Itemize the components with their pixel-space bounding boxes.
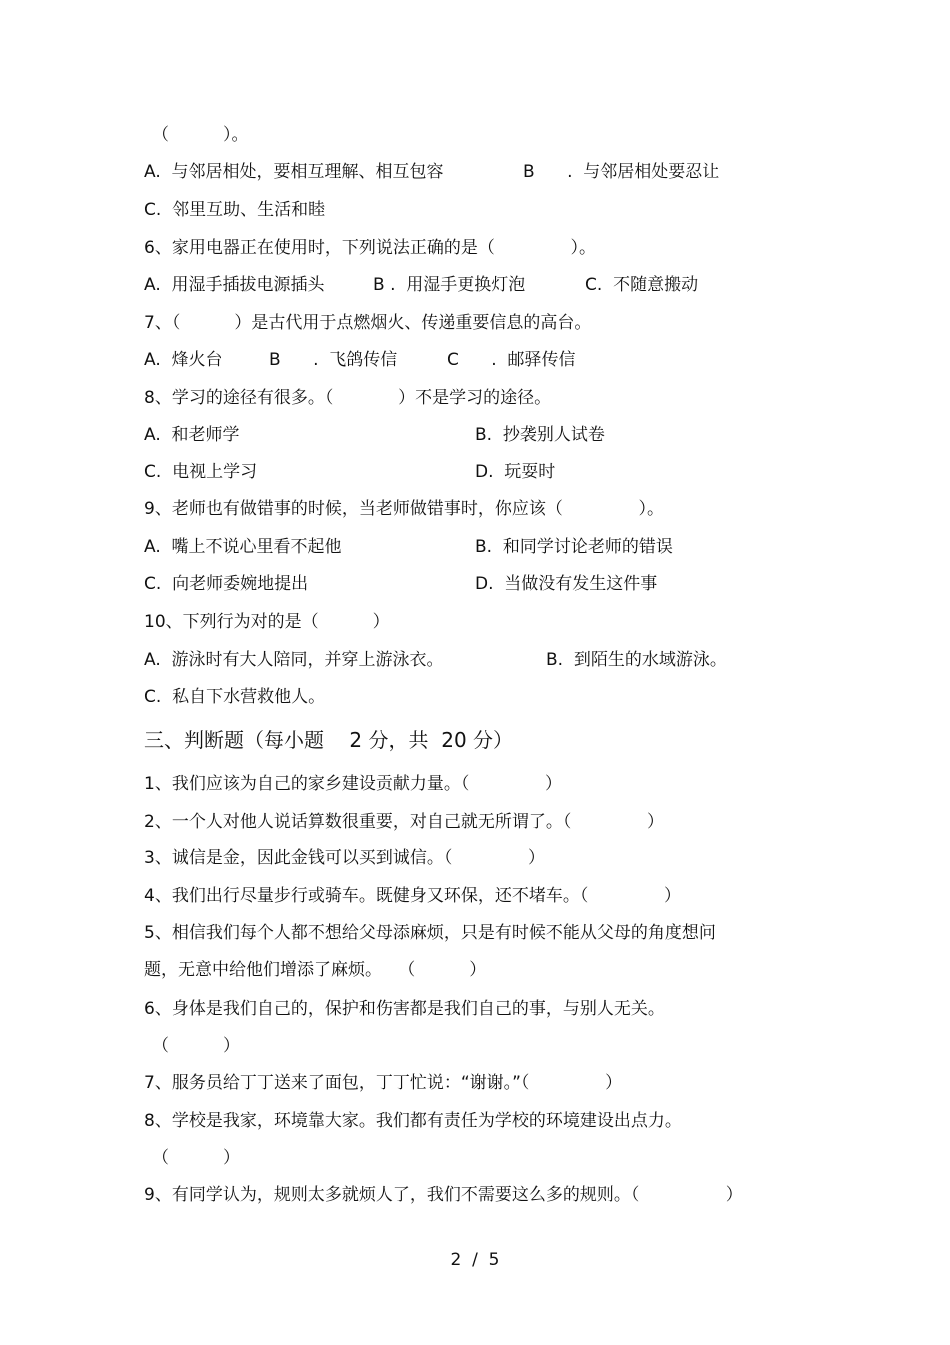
- q9-option-c: C. 向老师委婉地提出: [144, 574, 309, 594]
- q7-option-a: A. 烽火台: [144, 350, 223, 370]
- q8-option-c: C. 电视上学习: [144, 462, 258, 482]
- judge-item-5-line1: 5、相信我们每个人都不想给父母添麻烦，只是有时候不能从父母的角度想问: [144, 923, 716, 943]
- q6-option-b: B . 用湿手更换灯泡: [373, 275, 526, 295]
- q10-option-b: B. 到陌生的水域游泳。: [546, 650, 727, 670]
- q9-stem: 9、老师也有做错事的时候，当老师做错事时，你应该（ ）。: [144, 499, 664, 519]
- q10-option-c: C. 私自下水营救他人。: [144, 687, 326, 707]
- q7-stem: 7、（ ）是古代用于点燃烟火、传递重要信息的高台。: [144, 313, 592, 333]
- q5-answer-blank: （ ）。: [152, 125, 249, 145]
- judge-item-4: 4、我们出行尽量步行或骑车。既健身又环保，还不堵车。（ ）: [144, 886, 681, 906]
- q5-option-c: C. 邻里互助、生活和睦: [144, 200, 326, 220]
- judge-item-7: 7、服务员给丁丁送来了面包，丁丁忙说：“谢谢。”（ ）: [144, 1073, 623, 1093]
- q8-option-b: B. 抄袭别人试卷: [475, 425, 605, 445]
- judge-item-1: 1、我们应该为自己的家乡建设贡献力量。（ ）: [144, 774, 562, 794]
- q10-stem: 10、下列行为对的是（ ）: [144, 612, 390, 632]
- q9-option-d: D. 当做没有发生这件事: [475, 574, 658, 594]
- page-number: 2 / 5: [450, 1250, 500, 1270]
- judge-item-6-blank: （ ）: [152, 1036, 241, 1056]
- q9-option-b: B. 和同学讨论老师的错误: [475, 537, 673, 557]
- q9-option-a: A. 嘴上不说心里看不起他: [144, 537, 342, 557]
- judge-item-8-line1: 8、学校是我家，环境靠大家。我们都有责任为学校的环境建设出点力。: [144, 1111, 682, 1131]
- q8-option-d: D. 玩耍时: [475, 462, 556, 482]
- q7-option-c: C . 邮驿传信: [447, 350, 576, 370]
- judge-item-5-line2: 题，无意中给他们增添了麻烦。 （ ）: [144, 960, 487, 980]
- judge-item-2: 2、一个人对他人说话算数很重要，对自己就无所谓了。（ ）: [144, 812, 664, 832]
- q6-option-c: C. 不随意搬动: [585, 275, 699, 295]
- q8-option-a: A. 和老师学: [144, 425, 240, 445]
- q10-option-a: A. 游泳时有大人陪同，并穿上游泳衣。: [144, 650, 444, 670]
- q5-option-a: A. 与邻居相处，要相互理解、相互包容: [144, 162, 444, 182]
- q8-stem: 8、学习的途径有很多。（ ）不是学习的途径。: [144, 388, 552, 408]
- q7-option-b: B . 飞鸽传信: [269, 350, 398, 370]
- judge-item-9: 9、有同学认为，规则太多就烦人了，我们不需要这么多的规则。（ ）: [144, 1185, 743, 1205]
- q5-option-b: B . 与邻居相处要忍让: [523, 162, 720, 182]
- judge-item-8-blank: （ ）: [152, 1148, 241, 1168]
- judge-item-6-line1: 6、身体是我们自己的，保护和伤害都是我们自己的事，与别人无关。: [144, 999, 665, 1019]
- q6-stem: 6、家用电器正在使用时，下列说法正确的是（ ）。: [144, 238, 596, 258]
- q6-option-a: A. 用湿手插拔电源插头: [144, 275, 325, 295]
- section-heading-judgement: 三、判断题（每小题 2 分，共 20 分）: [144, 728, 514, 752]
- judge-item-3: 3、诚信是金，因此金钱可以买到诚信。（ ）: [144, 848, 545, 868]
